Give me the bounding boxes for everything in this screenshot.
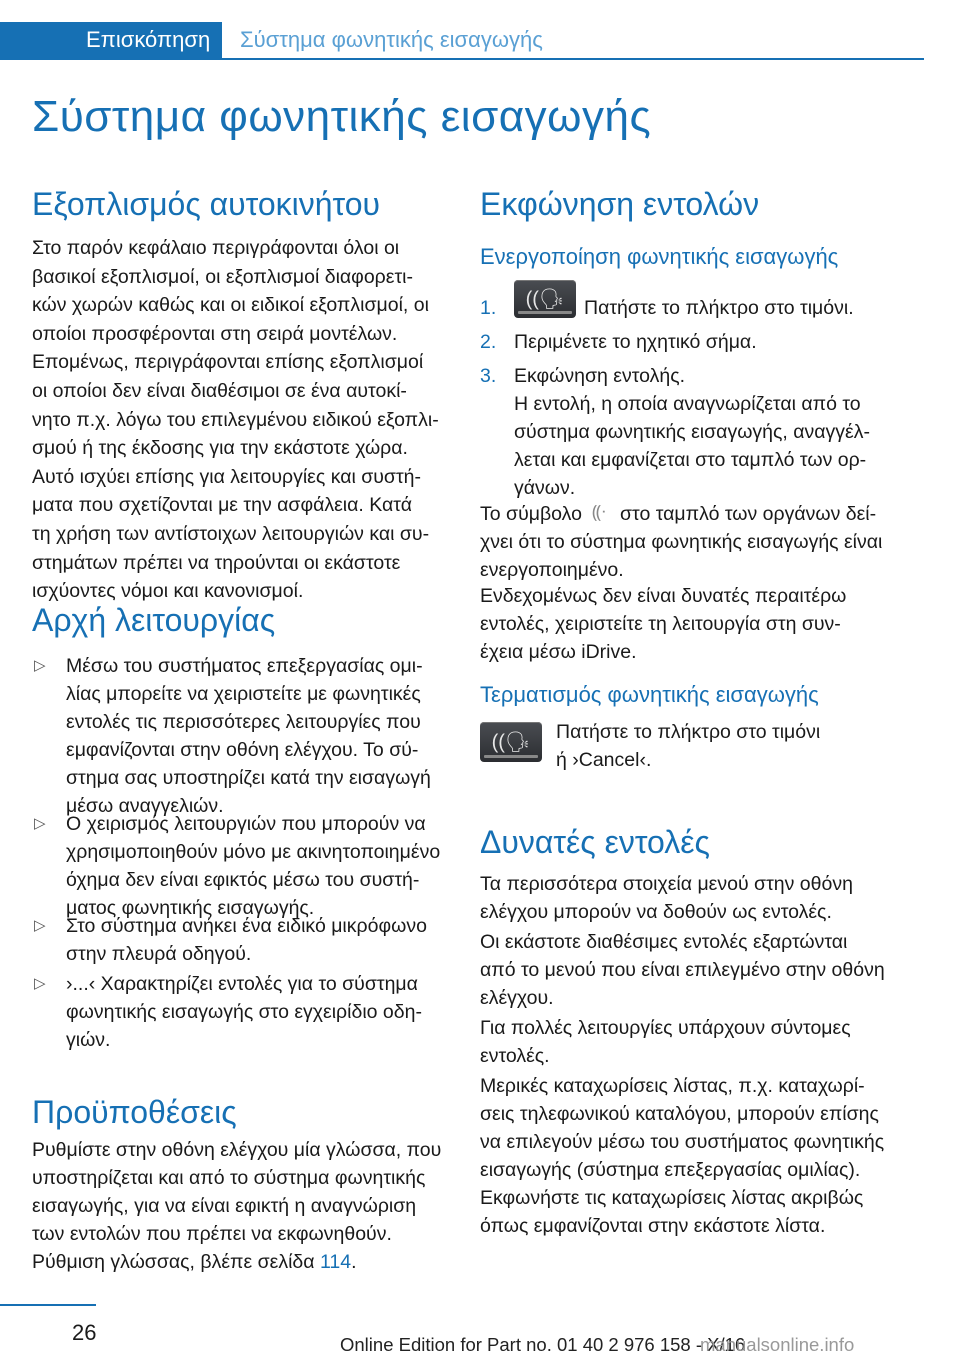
possible-line: Για πολλές λειτουργίες υπάρχουν σύντομες xyxy=(480,1017,851,1039)
edition-text: Online Edition for Part no. 01 40 2 976 158 - X/16 xyxy=(340,1334,746,1355)
symbol-line-2: χνει ότι το σύστημα φωνητικής εισαγωγής είναι xyxy=(480,531,883,553)
bullet-line: στημα σας υποστηρίζει κατά την εισαγωγή xyxy=(66,767,431,789)
equipment-line: τη χρήση των αντίστοιχων λειτουργιών και συ‐ xyxy=(32,523,430,545)
possible-line: ελέγχου μπορούν να δοθούν ως εντολές. xyxy=(480,901,832,923)
language-reference xyxy=(32,1248,356,1276)
bullet-line: εμφανίζονται στην οθόνη ελέγχου. Το σύ‐ xyxy=(66,739,419,761)
reference-end: . xyxy=(351,1251,357,1273)
header-rule xyxy=(0,58,924,60)
bullet-line: εντολές τις περισσότερες λειτουργίες που xyxy=(66,711,421,733)
prerequisites-line: των εντολών που πρέπει να εκφωνηθούν. xyxy=(32,1223,392,1245)
voice-command-button-icon xyxy=(514,280,576,318)
bullet-line: στην πλευρά οδηγού. xyxy=(66,943,252,965)
voice-symbol-icon: ⸨ᐧ xyxy=(592,502,606,522)
equipment-line: Αυτό ισχύει επίσης για λειτουργίες και συστή‐ xyxy=(32,465,422,488)
bullet-line: χρησιμοποιηθούν μόνο με ακινητοποιημένο xyxy=(66,841,441,863)
tab-overview[interactable]: Επισκόπηση xyxy=(0,22,222,58)
possible-line: από το μενού που είναι επιλεγμένο στην οθόνη xyxy=(480,959,885,981)
possibly-line: εντολές, χειριστείτε τη λειτουργία στη συν‐ xyxy=(480,613,841,635)
header-bar xyxy=(0,0,960,58)
possibly-line: έχεια μέσω iDrive. xyxy=(480,641,637,663)
triangle-bullet-icon: ▷ xyxy=(34,815,46,832)
step-1-text: Πατήστε το πλήκτρο στο τιμόνι. xyxy=(584,297,854,319)
heading-principle: Αρχή λειτουργίας xyxy=(32,602,276,638)
heading-equipment: Εξοπλισμός αυτοκινήτου xyxy=(32,186,381,222)
step-3-detail-line: γάνων. xyxy=(514,477,576,499)
heading-end-voice: Τερματισμός φωνητικής εισαγωγής xyxy=(480,682,819,707)
possible-line: να επιλεγούν μέσω του συστήματος φωνητικής xyxy=(480,1131,885,1153)
bullet-line: Μέσω του συστήματος επεξεργασίας ομι‐ xyxy=(66,655,423,677)
bullet-line: μέσω αναγγελιών. xyxy=(66,795,224,817)
page-number: 26 xyxy=(72,1320,97,1345)
heading-activate-voice: Ενεργοποίηση φωνητικής εισαγωγής xyxy=(480,244,839,269)
end-line-2: ή ›Cancel‹. xyxy=(556,749,652,771)
equipment-line: στημάτων πρέπει να τηρούνται οι εκάστοτε xyxy=(32,551,401,574)
possible-line: εντολές. xyxy=(480,1045,550,1067)
bullet-line: ›...‹ Χαρακτηρίζει εντολές για το σύστημα xyxy=(66,973,418,995)
step-number: 1. xyxy=(480,297,497,319)
symbol-line-3: ενεργοποιημένο. xyxy=(480,559,624,581)
possible-line: σεις τηλεφωνικού καταλόγου, μπορούν επίσης xyxy=(480,1103,879,1125)
triangle-bullet-icon: ▷ xyxy=(34,975,46,992)
footer-rule xyxy=(0,1304,96,1306)
bullet-line: φωνητικής εισαγωγής στο εγχειρίδιο οδη‐ xyxy=(66,1001,422,1023)
voice-command-button-icon xyxy=(480,722,542,762)
bullet-line: γιών. xyxy=(66,1029,111,1051)
step-text: Εκφώνηση εντολής. xyxy=(514,365,686,387)
voice-symbol-icon: ((🗣 xyxy=(491,731,531,754)
bullet-line: Στο σύστημα ανήκει ένα ειδικό μικρόφωνο xyxy=(66,915,427,937)
bullet-line: ματος φωνητικής εισαγωγής. xyxy=(66,897,315,919)
page-reference-link[interactable]: 114 xyxy=(319,1251,352,1273)
voice-symbol-icon: ((🗣 xyxy=(525,288,565,311)
reference-text: Ρύθμιση γλώσσας, βλέπε σελίδα xyxy=(32,1251,320,1273)
equipment-line: ισχύοντες νόμοι και κανονισμοί. xyxy=(32,580,304,603)
equipment-line: οποίοι προσφέρονται στη σειρά μοντέλων. xyxy=(32,322,398,345)
step-3-detail-line: σύστημα φωνητικής εισαγωγής, αναγγέλ‐ xyxy=(514,421,870,443)
possible-line: εισαγωγής (σύστημα επεξεργασίας ομιλίας). xyxy=(480,1159,861,1181)
triangle-bullet-icon: ▷ xyxy=(34,917,46,934)
possible-line: όπως εμφανίζονται στην εκάστοτε λίστα. xyxy=(480,1215,826,1237)
equipment-line: ματα που σχετίζονται με την ασφάλεια. Κατά xyxy=(32,494,412,517)
prerequisites-line: εισαγωγής, για να είναι εφικτή η αναγνώριση xyxy=(32,1195,417,1217)
page-title: Σύστημα φωνητικής εισαγωγής xyxy=(32,92,652,141)
triangle-bullet-icon: ▷ xyxy=(34,657,46,674)
bullet-line: όχημα δεν είναι εφικτός μέσω του συστή‐ xyxy=(66,869,420,891)
possible-line: Τα περισσότερα στοιχεία μενού στην οθόνη xyxy=(480,873,853,895)
step-3-detail-line: λεται και εμφανίζεται στο ταμπλό των ορ‐ xyxy=(514,449,867,471)
prerequisites-line: υποστηρίζεται και από το σύστημα φωνητικής xyxy=(32,1167,426,1189)
possibly-line: Ενδεχομένως δεν είναι δυνατές περαιτέρω xyxy=(480,585,847,607)
heading-commands: Εκφώνηση εντολών xyxy=(480,186,760,222)
step-number: 2. xyxy=(480,331,497,353)
prerequisites-line: Ρυθμίστε στην οθόνη ελέγχου μία γλώσσα, που xyxy=(32,1139,442,1161)
equipment-line: σμού ή της έκδοσης για την εκάστοτε χώρα. xyxy=(32,437,408,460)
tab-voice-system[interactable]: Σύστημα φωνητικής εισαγωγής xyxy=(240,27,543,52)
possible-line: Εκφωνήστε τις καταχωρίσεις λίστας ακριβώς xyxy=(480,1187,864,1209)
possible-line: Μερικές καταχωρίσεις λίστας, π.χ. καταχωρί‐ xyxy=(480,1075,865,1097)
step-number: 3. xyxy=(480,365,497,387)
heading-prerequisites: Προϋποθέσεις xyxy=(32,1094,237,1130)
equipment-line: βασικοί εξοπλισμοί, οι εξοπλισμοί διαφορετι‐ xyxy=(32,265,413,288)
possible-line: Οι εκάστοτε διαθέσιμες εντολές εξαρτώνται xyxy=(480,931,848,953)
watermark: manualsonline.info xyxy=(700,1334,855,1355)
step-3-detail-line: Η εντολή, η οποία αναγνωρίζεται από το xyxy=(514,393,861,415)
equipment-line: οι οποίοι δεν είναι διαθέσιμοι σε ένα αυτοκί‐ xyxy=(32,380,407,402)
bullet-line: Ο χειρισμός λειτουργιών που μπορούν να xyxy=(66,813,426,835)
equipment-line: Επομένως, περιγράφονται επίσης εξοπλισμοί xyxy=(32,351,424,374)
bullet-line: λίας μπορείτε να χειριστείτε με φωνητικές xyxy=(66,683,421,705)
equipment-line: Στο παρόν κεφάλαιο περιγράφονται όλοι οι xyxy=(32,237,400,259)
symbol-line-end: στο ταμπλό των οργάνων δεί‐ xyxy=(620,503,877,525)
heading-possible-commands: Δυνατές εντολές xyxy=(480,824,710,860)
equipment-line: κών χωρών καθώς και οι ειδικοί εξοπλισμοί, οι xyxy=(32,294,429,317)
possible-line: ελέγχου. xyxy=(480,987,554,1009)
step-text: Περιμένετε το ηχητικό σήμα. xyxy=(514,331,757,353)
end-line-1: Πατήστε το πλήκτρο στο τιμόνι xyxy=(556,721,821,743)
equipment-line: νητο π.χ. λόγω του επιλεγμένου ειδικού εξοπλι‐ xyxy=(32,408,439,431)
symbol-line-start: Το σύμβολο xyxy=(480,503,582,525)
